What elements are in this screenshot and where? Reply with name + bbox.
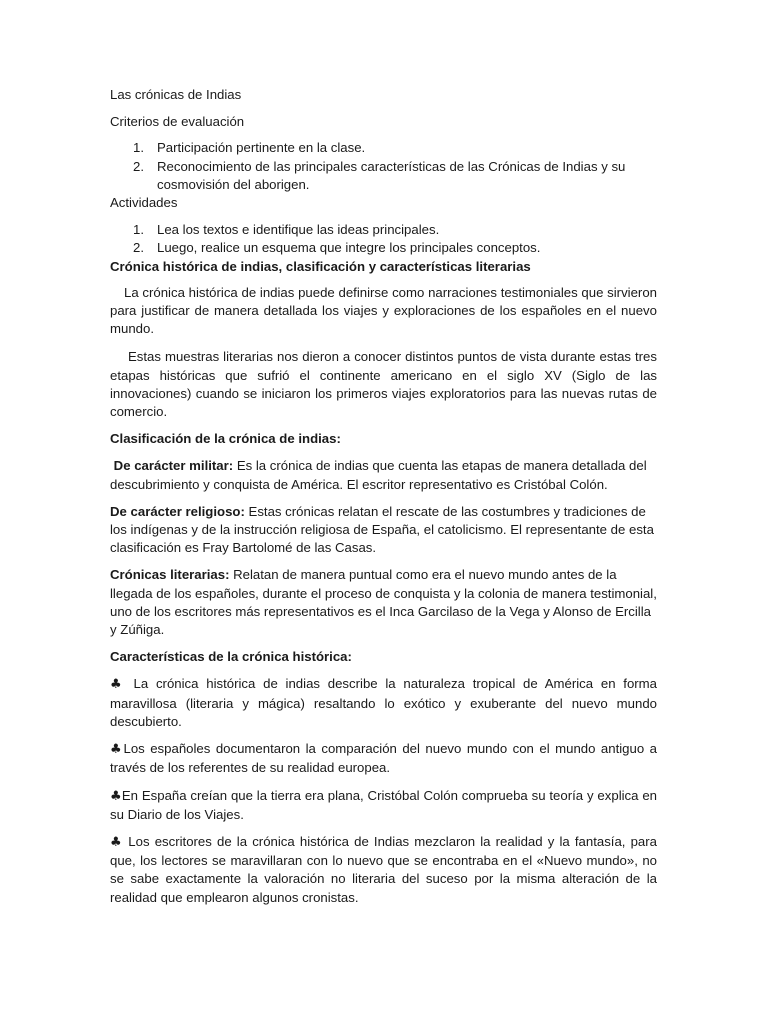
characteristics-heading: Características de la crónica histórica:: [110, 649, 352, 665]
characteristic-item: [110, 675, 657, 731]
list-item: [110, 221, 657, 239]
intro-paragraph: La crónica histórica de indias puede definirse como narraciones testimoniales que sirvieron para justificar de manera detallada los viajes y exploraciones de los españoles en el nuevo mundo.: [110, 284, 657, 337]
criteria-heading: Criterios de evaluación: [110, 114, 245, 130]
characteristic-item: [110, 740, 657, 777]
document-title: Las crónicas de Indias: [110, 87, 242, 102]
characteristic-text: Los españoles documentaron la comparación del nuevo mundo con el mundo antiguo a través de los referentes de su realidad europea.: [110, 741, 658, 776]
term-label: Crónicas literarias:: [110, 567, 230, 583]
term-label: De carácter religioso:: [110, 503, 245, 519]
list-item-text: Lea los textos e identifique las ideas principales.: [157, 222, 440, 238]
list-item: [110, 239, 657, 257]
characteristic-item: [110, 787, 657, 824]
characteristic-item: [110, 833, 657, 907]
club-bullet-icon: ♣: [110, 677, 126, 693]
section-heading: Crónica histórica de indias, clasificación y características literarias: [110, 258, 531, 274]
list-number: 1.: [133, 140, 144, 156]
list-item-text: Luego, realice un esquema que integre los principales conceptos.: [157, 240, 541, 256]
classification-military: [110, 457, 657, 493]
list-number: 2.: [133, 158, 144, 174]
list-item: [110, 139, 657, 157]
club-bullet-icon: ♣: [110, 742, 124, 758]
activities-list: [110, 221, 657, 257]
term-label: De carácter militar:: [113, 458, 234, 474]
characteristic-text: En España creían que la tierra era plana, Cristóbal Colón comprueba su teoría y explica en su Diario de los Viajes.: [110, 787, 658, 822]
list-number: 1.: [133, 222, 144, 238]
intro-paragraph: Estas muestras literarias nos dieron a conocer distintos puntos de vista durante estas tres etapas históricas que sufrió el continente americano en el siglo XV (Siglo de las innovaciones) cuando se iniciaron los primeros viajes exploratorios para las nuevas rutas de comercio.: [110, 349, 657, 420]
criteria-list: [110, 139, 657, 194]
club-bullet-icon: ♣: [110, 788, 122, 804]
list-item-text: Reconocimiento de las principales características de las Crónicas de Indias y su cosmovisión del aborigen.: [157, 158, 626, 192]
list-number: 2.: [133, 240, 144, 256]
term-description: Es la crónica de indias que cuenta las etapas de manera detallada del descubrimiento y conquista de América. El escritor representativo es Cristóbal Colón.: [110, 458, 647, 492]
characteristic-text: La crónica histórica de indias describe la naturaleza tropical de América en forma maravillosa (literaria y mágica) resaltando lo exótico y exuberante del nuevo mundo descubierto.: [110, 676, 658, 729]
classification-religious: [110, 503, 657, 558]
activities-heading: Actividades: [110, 195, 178, 211]
list-item: [110, 158, 657, 194]
list-item-text: Participación pertinente en la clase.: [157, 140, 366, 156]
characteristic-text: Los escritores de la crónica histórica de Indias mezclaron la realidad y la fantasía, para que, los lectores se maravillaran con lo nuevo que se encontraba en el «Nuevo mundo», no se sabe exactamente la valoración no literaria del suceso por la misma alteración de la realidad que emplearon algunos cronistas.: [110, 833, 657, 905]
club-bullet-icon: ♣: [110, 834, 124, 850]
classification-literary: [110, 566, 657, 639]
term-description: Relatan de manera puntual como era el nuevo mundo antes de la llegada de los españoles, durante el proceso de conquista y la colonia de manera testimonial, uno de los escritores más representativos es el Inca Garcilaso de la Vega y Alonso de Ercilla y Zúñiga.: [110, 567, 657, 638]
classification-heading: Clasificación de la crónica de indias:: [110, 431, 341, 447]
term-description: Estas crónicas relatan el rescate de las costumbres y tradiciones de los indígenas y de la instrucción religiosa de España, el catolicismo. El representante de esta clasificación es Fray Bartolomé de las Casas.: [110, 503, 654, 556]
